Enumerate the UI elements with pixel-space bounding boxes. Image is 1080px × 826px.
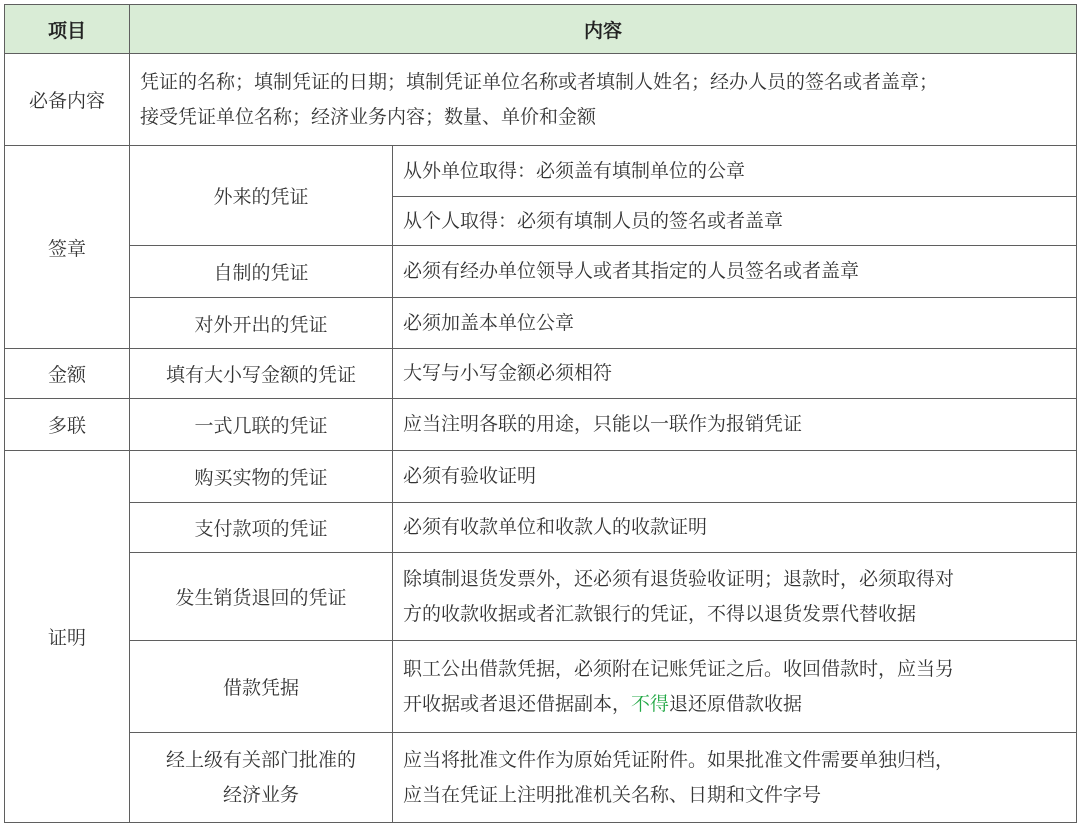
content-return-line2: 方的收款收据或者汇款银行的凭证，不得以退货发票代替收据 (403, 602, 917, 625)
sub-pay: 支付款项的凭证 (130, 503, 393, 553)
row-sign-issued (5, 298, 1077, 349)
content-required-line2: 接受凭证单位名称；经济业务内容；数量、单价和金额 (140, 105, 597, 128)
row-amount (5, 349, 1077, 399)
content-required (130, 54, 1077, 146)
content-loan-highlight: 不得 (631, 692, 670, 715)
sub-approved-line2: 经济业务 (222, 783, 299, 806)
content-required-line1: 凭证的名称；填制凭证的日期；填制凭证单位名称或者填制人姓名；经办人员的签名或者盖章； (140, 70, 939, 93)
sub-external: 外来的凭证 (130, 146, 393, 246)
label-required: 必备内容 (5, 54, 130, 146)
row-sign-self (5, 246, 1077, 298)
sub-loan: 借款凭据 (130, 641, 393, 733)
content-external-unit: 从外单位取得：必须盖有填制单位的公章 (393, 146, 1077, 197)
voucher-requirements-table (4, 4, 1077, 823)
sub-multi: 一式几联的凭证 (130, 399, 393, 451)
label-proof: 证明 (5, 451, 130, 823)
content-approved-line1: 应当将批准文件作为原始凭证附件。如果批准文件需要单独归档， (403, 748, 955, 771)
row-proof-purchase (5, 451, 1077, 503)
content-loan (393, 641, 1077, 733)
content-loan-line2 (403, 687, 1068, 722)
content-amount: 大写与小写金额必须相符 (393, 349, 1077, 399)
row-required (5, 54, 1077, 146)
content-loan-line2-suffix: 退还原借款收据 (669, 692, 803, 715)
content-pay: 必须有收款单位和收款人的收款证明 (393, 503, 1077, 553)
header-item: 项目 (5, 5, 130, 54)
content-return-line1: 除填制退货发票外，还必须有退货验收证明；退款时，必须取得对 (403, 567, 955, 590)
content-approved (393, 733, 1077, 823)
sub-issued: 对外开出的凭证 (130, 298, 393, 349)
header-content: 内容 (130, 5, 1077, 54)
sub-self: 自制的凭证 (130, 246, 393, 298)
row-multi (5, 399, 1077, 451)
content-self: 必须有经办单位领导人或者其指定的人员签名或者盖章 (393, 246, 1077, 298)
sub-approved-line1: 经上级有关部门批准的 (165, 748, 356, 771)
sub-return: 发生销货退回的凭证 (130, 553, 393, 641)
content-loan-line1: 职工公出借款凭据，必须附在记账凭证之后。收回借款时，应当另 (403, 657, 955, 680)
content-purchase: 必须有验收证明 (393, 451, 1077, 503)
sub-approved (130, 733, 393, 823)
sub-amount: 填有大小写金额的凭证 (130, 349, 393, 399)
content-approved-line2: 应当在凭证上注明批准机关名称、日期和文件字号 (403, 783, 822, 806)
content-external-person: 从个人取得：必须有填制人员的签名或者盖章 (393, 197, 1077, 246)
sub-purchase: 购买实物的凭证 (130, 451, 393, 503)
row-proof-loan (5, 641, 1077, 733)
row-proof-pay (5, 503, 1077, 553)
label-sign: 签章 (5, 146, 130, 349)
content-loan-line2-prefix: 开收据或者退还借据副本， (403, 692, 632, 715)
row-sign-external-unit (5, 146, 1077, 197)
row-proof-return (5, 553, 1077, 641)
header-row (5, 5, 1077, 54)
content-multi: 应当注明各联的用途，只能以一联作为报销凭证 (393, 399, 1077, 451)
content-return (393, 553, 1077, 641)
row-proof-approved (5, 733, 1077, 823)
content-issued: 必须加盖本单位公章 (393, 298, 1077, 349)
label-multi: 多联 (5, 399, 130, 451)
label-amount: 金额 (5, 349, 130, 399)
